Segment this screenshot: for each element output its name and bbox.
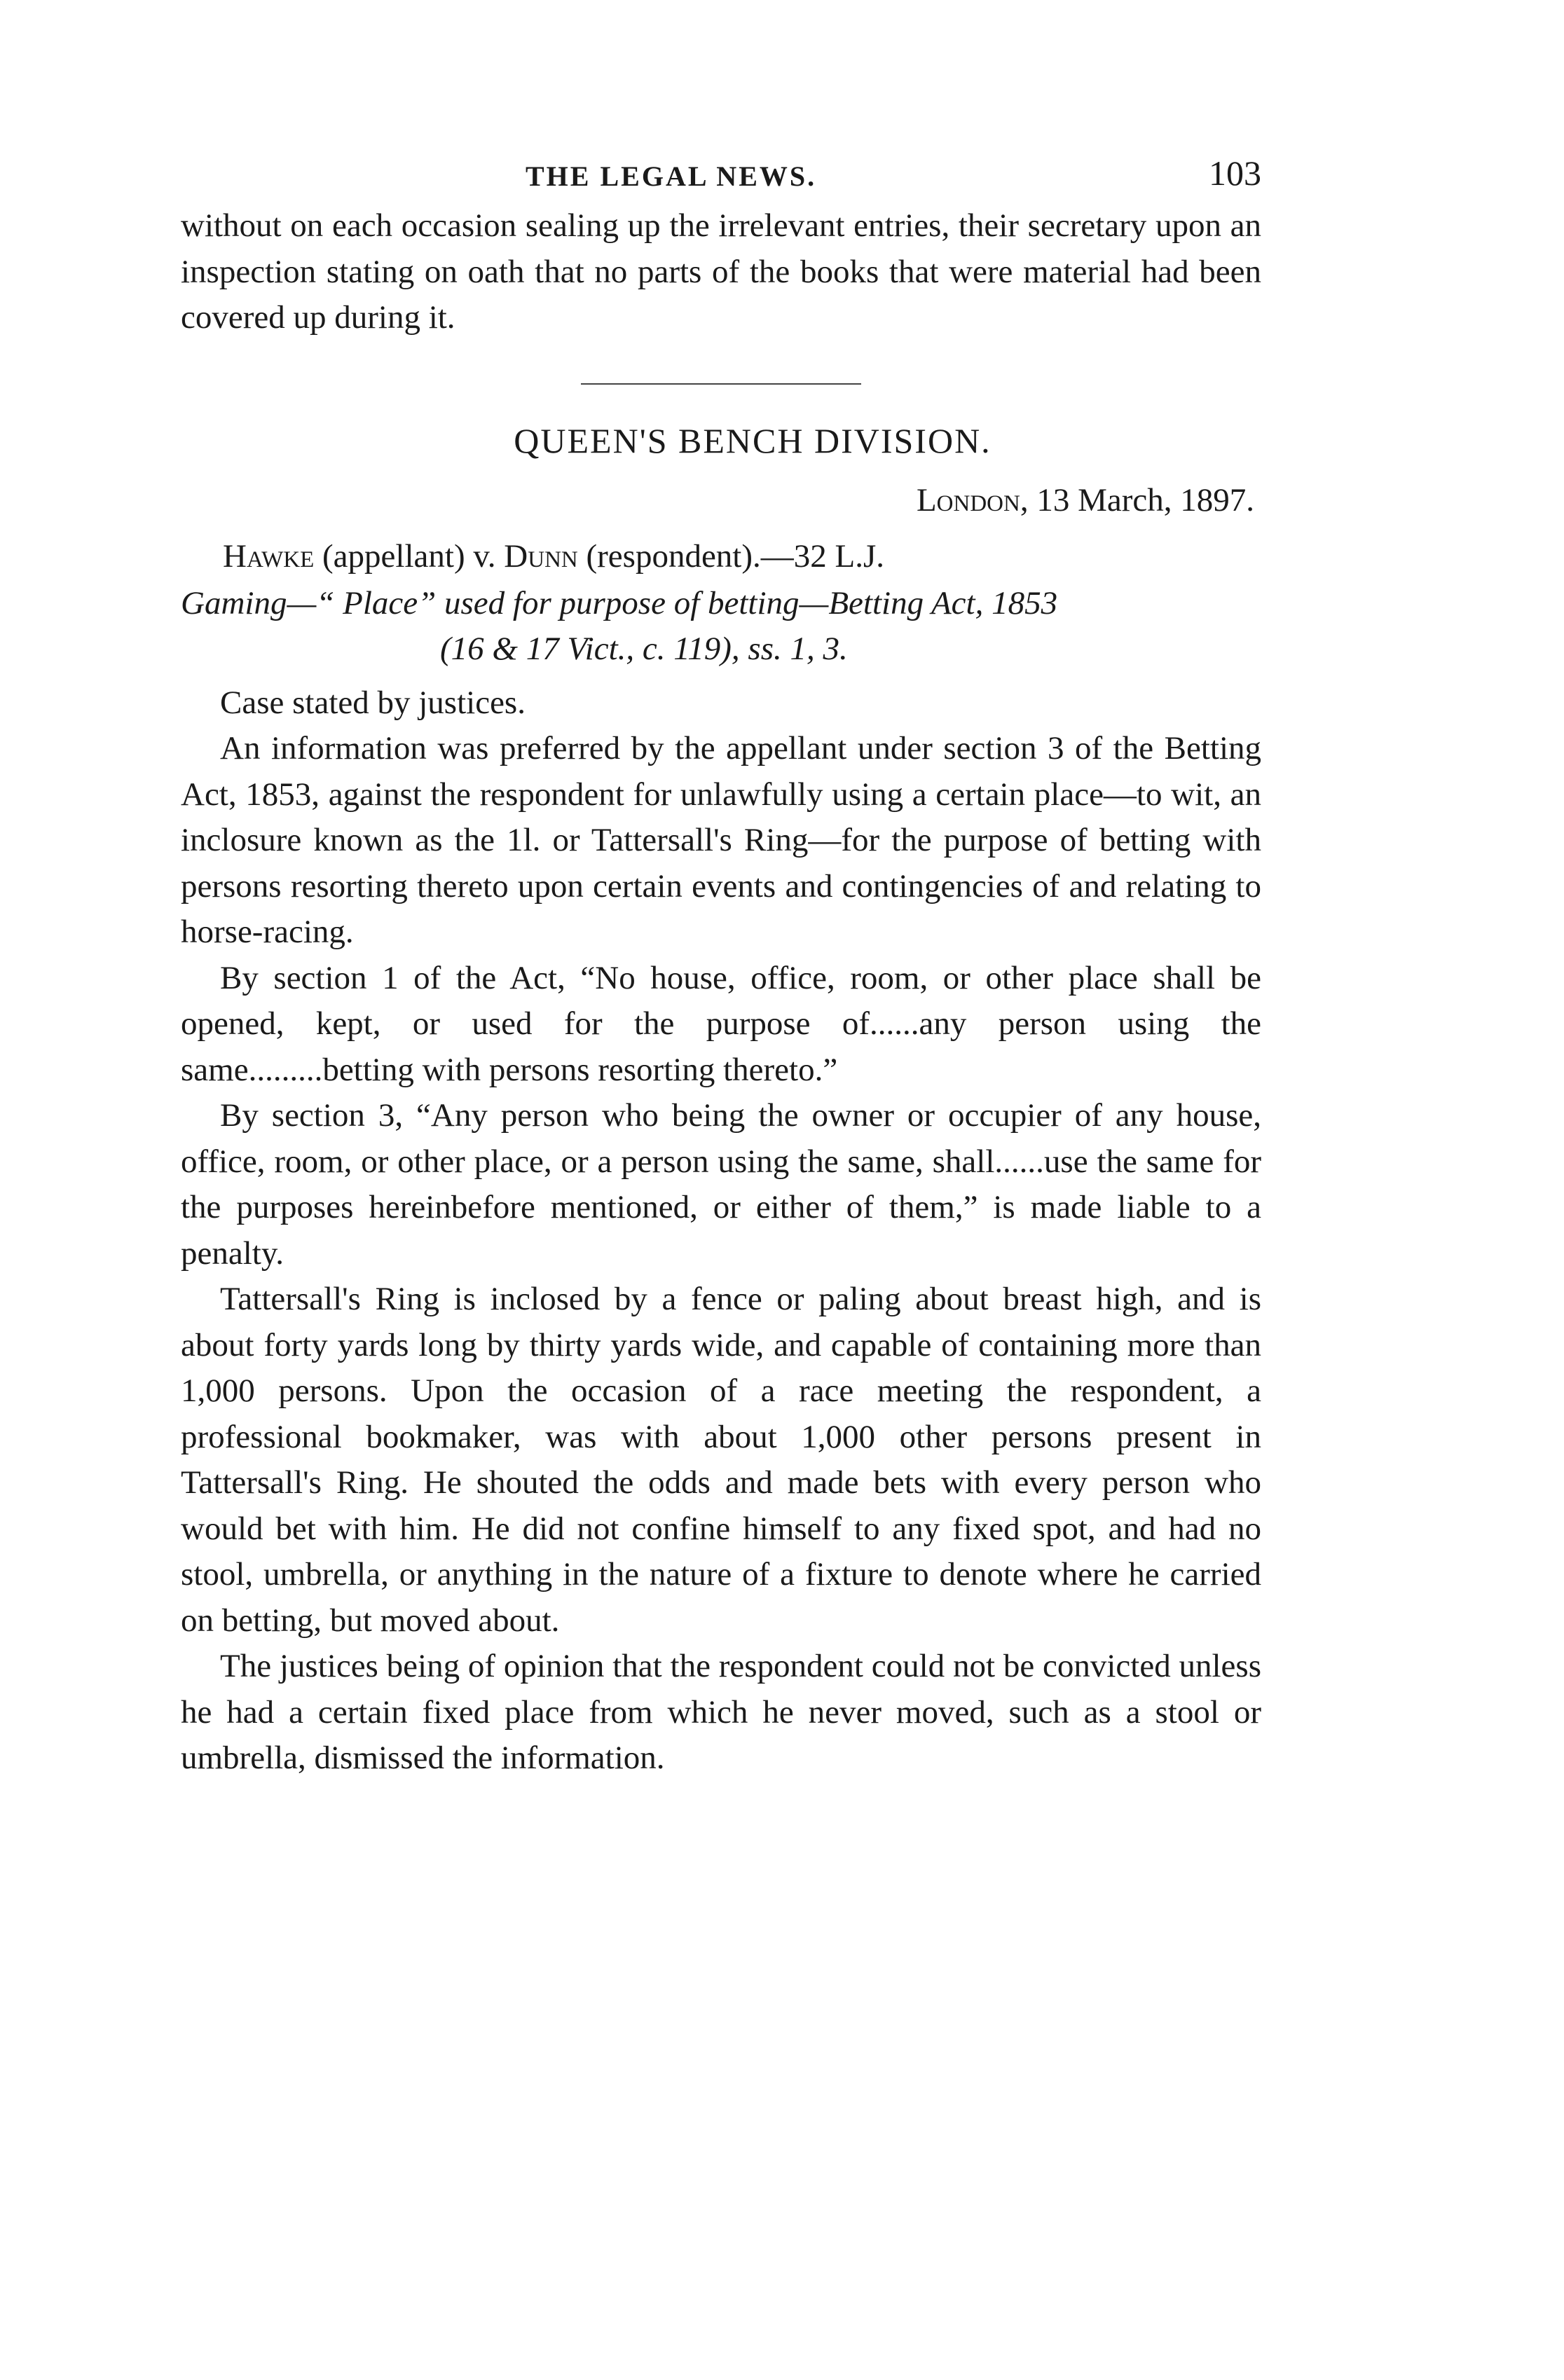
paragraph-continuation: without on each occasion sealing up the irrelevant entries, their secretary upon an inspection stating on oath that no parts of the books that were material had been covered up during it. [181,207,1261,336]
paragraph-section-3: By section 3, “Any person who being the owner or occupier of any house, office, room, or other place, or a person using the same, shall......use the same for the purposes hereinbefore mentioned, or either of them,” is made liable to a penalty. [181,1097,1261,1272]
respondent-role: (respondent).—32 L.J. [577,537,885,575]
page-number: 103 [1209,153,1261,193]
headnote-citation: (16 & 17 Vict., c. 119), ss. 1, 3. [440,630,848,667]
dateline-city: London, [916,481,1029,518]
respondent-name: Dunn [504,537,578,575]
section-divider [581,383,861,385]
section-heading: QUEEN'S BENCH DIVISION. [514,420,992,460]
headnote: Gaming—“ Place” used for purpose of betting—Betting Act, 1853 [181,584,1058,621]
paragraph-tattersalls-ring: Tattersall's Ring is inclosed by a fence or paling about breast high, and is about forty yards long by thirty yards wide, and capable of containing more than 1,000 persons. Upon the occasion of a race meeting the respondent, a professional bookmaker, was with about 1,000 other persons present in Tattersall's Ring. He shouted the odds and made bets with every person who would bet with him. He did not confine himself to any fixed spot, and had no stool, umbrella, or anything in the nature of a fixture to denote where he carried on betting, but moved about. [181,1281,1261,1639]
case-name [181,532,1261,581]
appellant-name: Hawke [223,537,315,575]
dateline-date: 13 March, 1897. [1028,481,1254,518]
paragraph-justices-opinion: The justices being of opinion that the respondent could not be convicted unless he had a certain fixed place from which he never moved, such as a stool or umbrella, dismissed the information. [181,1648,1261,1776]
paragraph-information: An information was preferred by the appellant under section 3 of the Betting Act, 1853, against the respondent for unlawfully using a certain place—to wit, an inclosure known as the 1l. or Tattersall's Ring—for the purpose of betting with persons resorting thereto upon certain events and contingencies of and relating to horse-racing. [181,730,1261,950]
appellant-role: (appellant) v. [314,537,505,575]
paragraph-section-1: By section 1 of the Act, “No house, office, room, or other place shall be opened, kept, or used for the purpose of......any person using the same.........betting with persons resorting thereto.” [181,959,1261,1088]
document-page [181,147,1261,1782]
running-title: THE LEGAL NEWS. [526,160,817,192]
running-head [181,147,1261,203]
paragraph-case-stated: Case stated by justices. [220,684,526,721]
dateline [181,469,1261,532]
